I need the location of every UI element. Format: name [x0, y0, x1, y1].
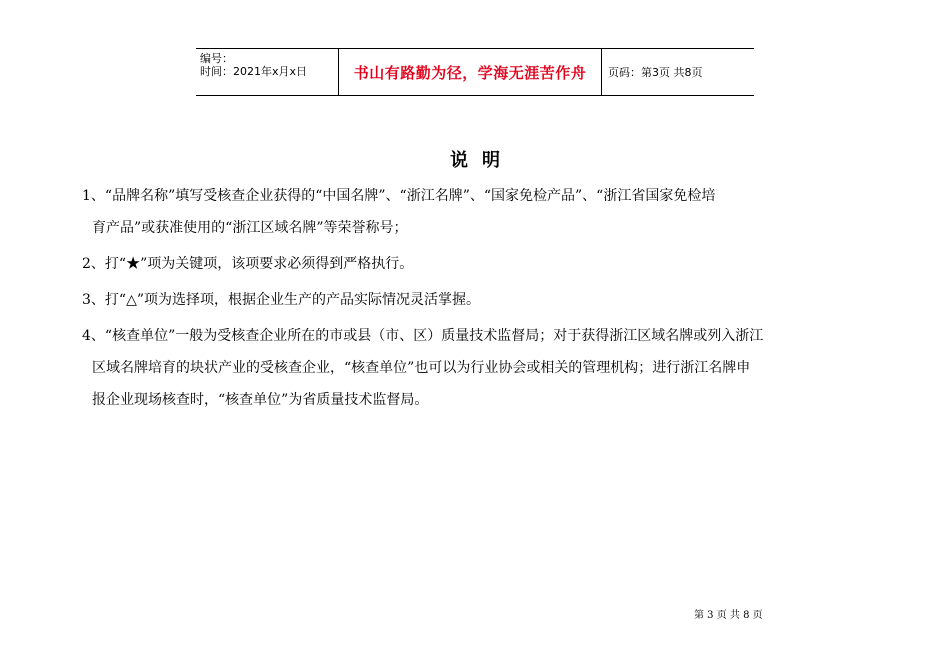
document-header [196, 48, 754, 96]
instruction-line: 报企业现场核查时，“核查单位”为省质量技术监督局。 [92, 392, 429, 408]
instruction-line: 3、打“△”项为选择项，根据企业生产的产品实际情况灵活掌握。 [82, 292, 480, 308]
header-meta-cell [196, 49, 339, 95]
instruction-line: 2、打“★”项为关键项，该项要求必须得到严格执行。 [82, 256, 414, 272]
instruction-line: 育产品”或获准使用的“浙江区域名牌”等荣誉称号； [92, 220, 408, 236]
header-page-code: 页码：第3页 共8页 [608, 66, 703, 79]
page-footer: 第 3 页 共 8 页 [694, 610, 763, 621]
instruction-item [82, 248, 872, 280]
instruction-line: 1、“品牌名称”填写受核查企业获得的“中国名牌”、“浙江名牌”、“国家免检产品”、“浙江省国家免检培 [82, 188, 716, 204]
instruction-item [82, 284, 872, 316]
instructions-body [82, 180, 872, 420]
page-title: 说明 [450, 150, 514, 171]
instruction-item [82, 320, 872, 416]
instruction-item [82, 180, 872, 244]
instruction-line: 区域名牌培育的块状产业的受核查企业，“核查单位”也可以为行业协会或相关的管理机构；进行浙江名牌申 [92, 360, 751, 376]
instruction-line: 4、“核查单位”一般为受核查企业所在的市或县（市、区）质量技术监督局；对于获得浙江区域名牌或列入浙江 [82, 328, 764, 344]
header-motto: 书山有路勤为径，学海无涯苦作舟 [339, 49, 602, 95]
number-label: 编号： [200, 52, 233, 65]
time-label: 时间：2021年x月x日 [200, 65, 308, 78]
